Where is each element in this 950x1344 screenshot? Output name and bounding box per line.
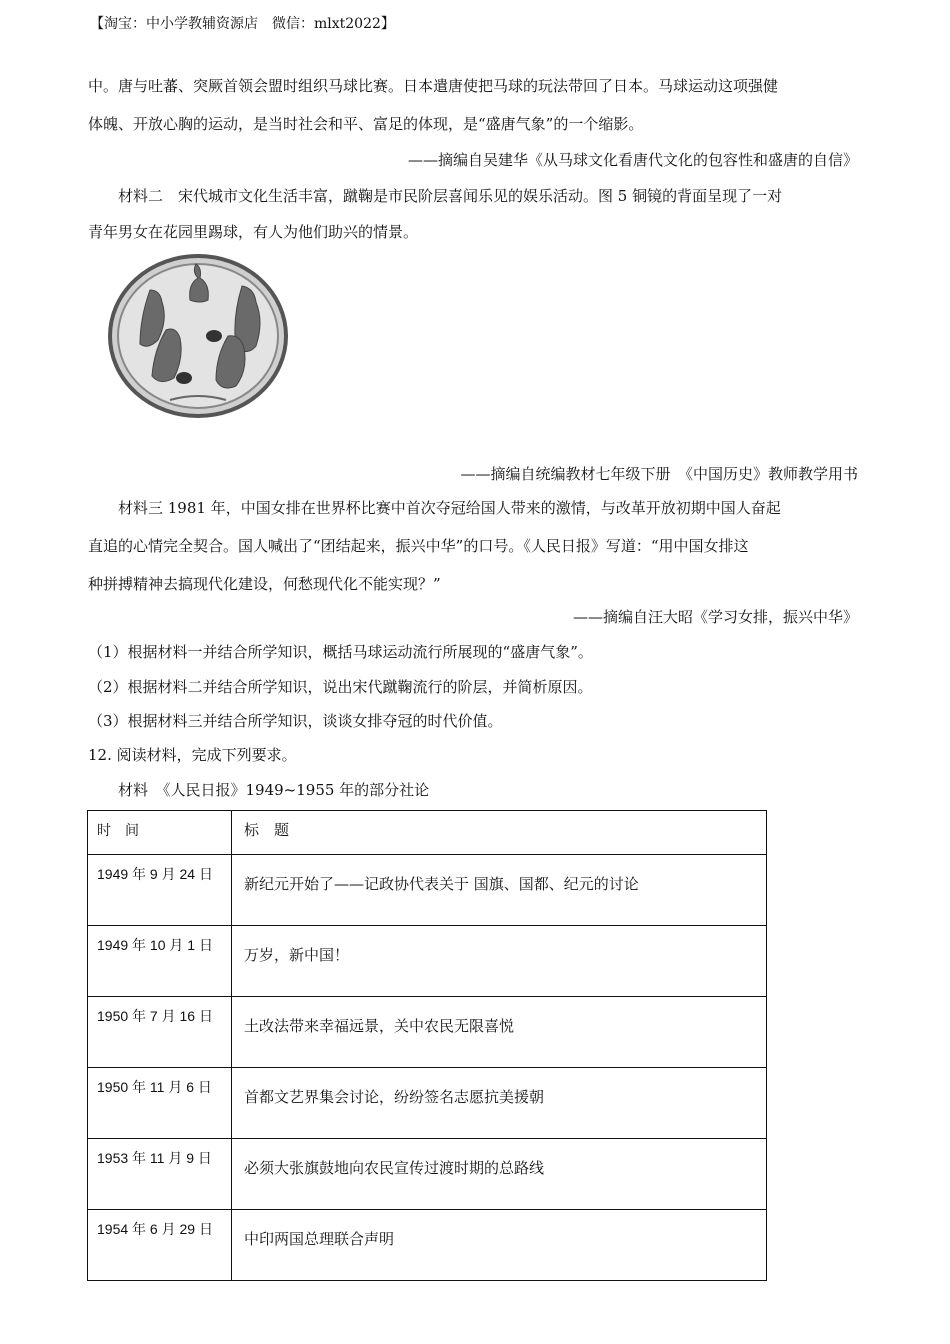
- editorial-table: [87, 810, 767, 1281]
- row-time: 1954 年 6 月 29 日: [88, 1210, 232, 1281]
- question-1: （1）根据材料一并结合所学知识，概括马球运动流行所展现的“盛唐气象”。: [88, 643, 593, 661]
- header-time: 时 间: [88, 811, 232, 855]
- material2-line1: 材料二 宋代城市文化生活丰富，蹴鞠是市民阶层喜闻乐见的娱乐活动。图 5 铜镜的背面呈现了一对: [118, 187, 783, 205]
- row-title: 土改法带来幸福远景，关中农民无限喜悦: [232, 997, 767, 1068]
- row-time: 1953 年 11 月 9 日: [88, 1139, 232, 1210]
- row-time: 1950 年 7 月 16 日: [88, 997, 232, 1068]
- material1-source: ——摘编自吴建华《从马球文化看唐代文化的包容性和盛唐的自信》: [407, 151, 858, 169]
- row-title: 中印两国总理联合声明: [232, 1210, 767, 1281]
- bronze-mirror-image: [104, 250, 292, 422]
- table-row: [88, 1068, 767, 1139]
- table-caption: 材料 《人民日报》1949~1955 年的部分社论: [118, 781, 430, 799]
- row-title: 必须大张旗鼓地向农民宣传过渡时期的总路线: [232, 1139, 767, 1210]
- watermark-header: 【淘宝：中小学教辅资源店 微信：mlxt2022】: [90, 16, 395, 32]
- material1-line2: 体魄、开放心胸的运动，是当时社会和平、富足的体现，是“盛唐气象”的一个缩影。: [88, 115, 644, 133]
- material3-source: ——摘编自汪大昭《学习女排，振兴中华》: [572, 608, 858, 626]
- material2-source: ——摘编自统编教材七年级下册 《中国历史》教师教学用书: [460, 465, 858, 483]
- table-row: [88, 1139, 767, 1210]
- question-12-title: 12. 阅读材料，完成下列要求。: [88, 746, 297, 764]
- question-3: （3）根据材料三并结合所学知识，谈谈女排夺冠的时代价值。: [88, 712, 503, 730]
- row-time: 1949 年 9 月 24 日: [88, 855, 232, 926]
- table-row: [88, 855, 767, 926]
- table-row: [88, 926, 767, 997]
- table-row: [88, 1210, 767, 1281]
- row-time: 1950 年 11 月 6 日: [88, 1068, 232, 1139]
- header-title: 标 题: [232, 811, 767, 855]
- material2-line2: 青年男女在花园里踢球，有人为他们助兴的情景。: [88, 223, 419, 241]
- row-time: 1949 年 10 月 1 日: [88, 926, 232, 997]
- material3-line3: 种拼搏精神去搞现代化建设，何愁现代化不能实现？”: [88, 575, 441, 593]
- row-title: 新纪元开始了——记政协代表关于 国旗、国都、纪元的讨论: [232, 855, 767, 926]
- row-title: 首都文艺界集会讨论，纷纷签名志愿抗美援朝: [232, 1068, 767, 1139]
- table-header-row: [88, 811, 767, 855]
- row-title: 万岁，新中国！: [232, 926, 767, 997]
- material1-line1: 中。唐与吐蕃、突厥首领会盟时组织马球比赛。日本遣唐使把马球的玩法带回了日本。马球运动这项强健: [88, 77, 779, 95]
- material3-line2: 直追的心情完全契合。国人喊出了“团结起来，振兴中华”的口号。《人民日报》写道：“用中国女排这: [88, 537, 749, 555]
- material3-line1: 材料三 1981 年，中国女排在世界杯比赛中首次夺冠给国人带来的激情，与改革开放初期中国人奋起: [118, 499, 781, 517]
- question-2: （2）根据材料二并结合所学知识，说出宋代蹴鞠流行的阶层，并简析原因。: [88, 678, 593, 696]
- table-row: [88, 997, 767, 1068]
